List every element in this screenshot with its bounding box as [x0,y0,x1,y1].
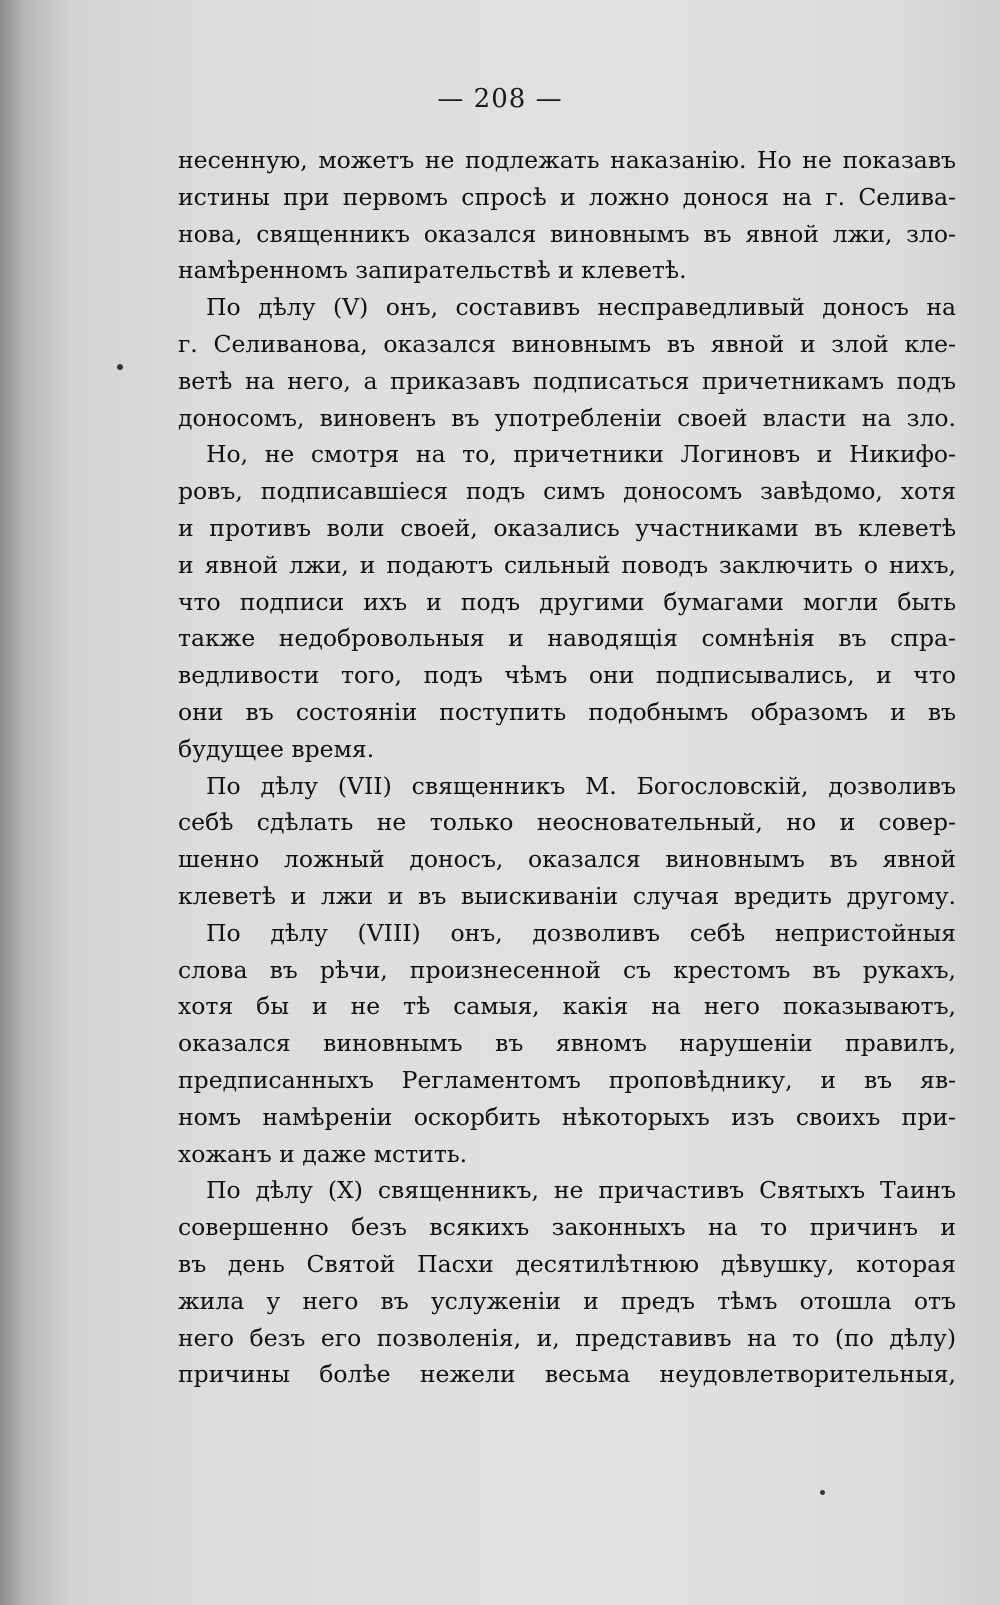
text-line: Но, не смотря на то, причетники Логиновъ и Никифо- [206,440,956,469]
text-line: хожанъ и даже мстить. [178,1139,468,1168]
page-number: — 208 — [437,84,563,114]
text-line: причины болѣе нежели весьма неудовлетворительныя, [178,1360,956,1389]
text-line: доносомъ, виновенъ въ употребленіи своей власти на зло. [178,403,956,432]
text-line: они въ состояніи поступить подобнымъ образомъ и въ [178,697,956,726]
text-line: будущее время. [178,734,375,763]
text-line: него безъ его позволенія, и, представивъ на то (по дѣлу) [178,1323,956,1352]
text-line: также недобровольныя и наводящія сомнѣнія въ спра- [178,624,956,653]
text-line: себѣ сдѣлать не только неосновательный, но и совер- [178,808,956,837]
text-line: По дѣлу (X) священникъ, не причастивъ Святыхъ Таинъ [206,1176,956,1205]
text-line: и противъ воли своей, оказались участниками въ клеветѣ [178,513,956,542]
text-line: жила у него въ услуженіи и предъ тѣмъ отошла отъ [178,1286,956,1315]
text-line: слова въ рѣчи, произнесенной съ крестомъ въ рукахъ, [178,955,956,984]
text-line: что подписи ихъ и подъ другими бумагами могли быть [178,587,956,616]
text-line: По дѣлу (V) онъ, составивъ несправедливый доносъ на [206,293,956,322]
text-line: хотя бы и не тѣ самыя, какія на него показываютъ, [178,992,956,1021]
text-line: въ день Святой Пасхи десятилѣтнюю дѣвушку, которая [178,1249,956,1278]
text-line: клеветѣ и лжи и въ выискиваніи случая вредить другому. [178,881,956,910]
ink-speck [117,364,123,370]
text-line: ветѣ на него, а приказавъ подписаться причетникамъ подъ [178,366,956,395]
ink-speck [820,1490,825,1495]
text-line: ведливости того, подъ чѣмъ они подписывались, и что [178,661,956,690]
text-line: и явной лжи, и подаютъ сильный поводъ заключить о нихъ, [178,550,956,579]
text-line: г. Селиванова, оказался виновнымъ въ явной и злой кле- [178,329,956,358]
text-line: ровъ, подписавшіеся подъ симъ доносомъ завѣдомо, хотя [178,477,956,506]
text-line: оказался виновнымъ въ явномъ нарушеніи правилъ, [178,1029,956,1058]
text-line: По дѣлу (VIII) онъ, дозволивъ себѣ непристойныя [206,918,956,947]
text-line: нова, священникъ оказался виновнымъ въ явной лжи, зло- [178,219,956,248]
text-line: По дѣлу (VII) священникъ М. Богословскій, дозволивъ [206,771,956,800]
text-line: намѣренномъ запирательствѣ и клеветѣ. [178,256,687,285]
text-line: предписанныхъ Регламентомъ проповѣднику, и въ яв- [178,1065,956,1094]
body-text [178,142,956,1393]
text-line: несенную, можетъ не подлежать наказанію. Но не показавъ [178,146,956,174]
text-line: шенно ложный доносъ, оказался виновнымъ въ явной [178,845,956,874]
text-line: номъ намѣреніи оскорбить нѣкоторыхъ изъ своихъ при- [178,1102,956,1131]
text-line: совершенно безъ всякихъ законныхъ на то причинъ и [178,1213,956,1242]
text-line: истины при первомъ спросѣ и ложно донося на г. Селива- [178,182,956,211]
